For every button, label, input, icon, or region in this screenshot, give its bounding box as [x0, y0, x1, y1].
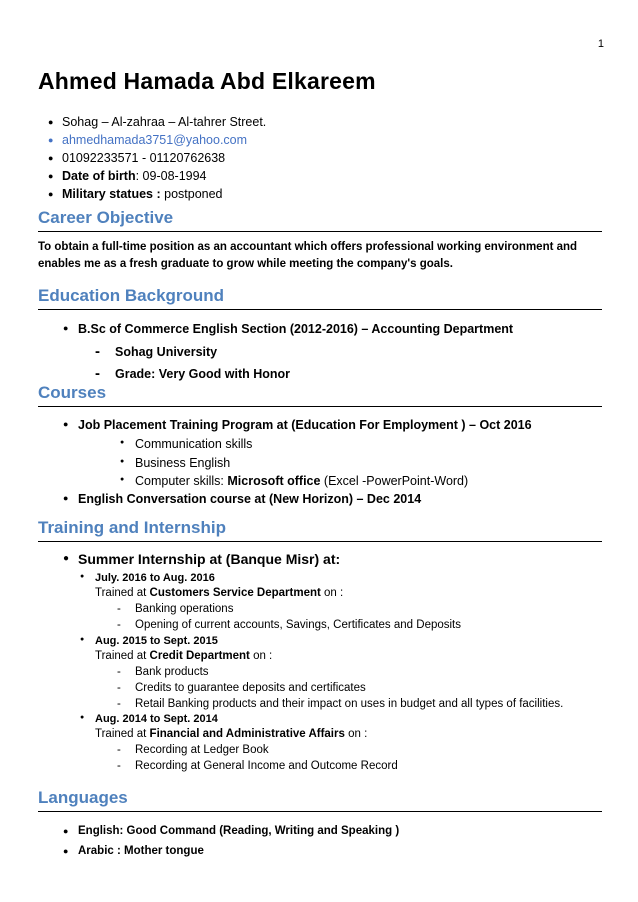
address: ● Sohag – Al-zahraa – Al-tahrer Street. [62, 113, 266, 131]
training-heading [38, 516, 602, 542]
university: - Sohag University [115, 345, 217, 359]
candidate-name: Ahmed Hamada Abd Elkareem [38, 68, 376, 94]
language-arabic: ● Arabic : Mother tongue [78, 845, 204, 857]
trained-prefix: Trained at [95, 587, 150, 599]
period-trained [95, 587, 343, 599]
training-title: Training and Internship [38, 518, 226, 537]
computer-suffix: (Excel -PowerPoint-Word) [320, 474, 469, 488]
computer-bold: Microsoft office [227, 474, 321, 488]
task-item: - Recording at General Income and Outcome Record [135, 760, 398, 772]
task-item: - Bank products [135, 666, 209, 678]
trained-prefix: Trained at [95, 650, 150, 662]
phone-numbers: ● 01092233571 - 01120762638 [62, 149, 225, 167]
degree: ● B.Sc of Commerce English Section (2012-2016) – Accounting Department [78, 322, 513, 336]
courses-heading [38, 381, 602, 407]
task-item: - Opening of current accounts, Savings, Certificates and Deposits [135, 619, 461, 631]
dob-label: Date of birth [62, 169, 136, 183]
email-link[interactable]: ● ahmedhamada3751@yahoo.com [62, 131, 247, 149]
education-title: Education Background [38, 286, 225, 305]
period-date: ● July. 2016 to Aug. 2016 [95, 572, 215, 584]
period-trained [95, 728, 367, 740]
career-objective-title: Career Objective [38, 208, 174, 227]
trained-prefix: Trained at [95, 728, 150, 740]
department: Credit Department [149, 650, 250, 662]
task-item: - Recording at Ledger Book [135, 744, 269, 756]
task-item: - Retail Banking products and their impact on uses in budget and all types of facilities. [135, 698, 563, 710]
task-item: - Banking operations [135, 603, 233, 615]
courses-title: Courses [38, 383, 107, 402]
military-label: Military statues : [62, 187, 161, 201]
career-objective-text: To obtain a full-time position as an accountant which offers professional working environment and enables me as a fresh graduate to grow while meeting the company's goals. [38, 241, 578, 270]
course-topic: ● Business English [135, 456, 230, 470]
page-number: 1 [597, 38, 604, 50]
course-topic: ● Communication skills [135, 437, 252, 451]
task-item: - Credits to guarantee deposits and certificates [135, 682, 366, 694]
grade: - Grade: Very Good with Honor [115, 367, 290, 381]
languages-heading [38, 786, 602, 812]
languages-title: Languages [38, 788, 128, 807]
course-job-placement: ● Job Placement Training Program at (Education For Employment ) – Oct 2016 [78, 418, 532, 432]
computer-prefix: Computer skills: [135, 474, 228, 488]
education-heading [38, 284, 602, 310]
language-english: ● English: Good Command (Reading, Writing and Speaking ) [78, 825, 399, 837]
dob-value: : 09-08-1994 [135, 169, 207, 183]
trained-suffix: on : [249, 650, 273, 662]
trained-suffix: on : [344, 728, 368, 740]
department: Customers Service Department [149, 587, 321, 599]
military-value: postponed [160, 187, 223, 201]
date-of-birth [62, 167, 207, 185]
career-objective-heading [38, 206, 602, 232]
department: Financial and Administrative Affairs [149, 728, 345, 740]
course-topic-computer [135, 474, 468, 488]
military-status [62, 185, 223, 203]
period-trained [95, 650, 272, 662]
internship-main: ● Summer Internship at (Banque Misr) at: [78, 551, 340, 567]
period-date: ● Aug. 2014 to Sept. 2014 [95, 713, 218, 725]
period-date: ● Aug. 2015 to Sept. 2015 [95, 635, 218, 647]
trained-suffix: on : [320, 587, 344, 599]
course-english: ● English Conversation course at (New Horizon) – Dec 2014 [78, 492, 421, 506]
